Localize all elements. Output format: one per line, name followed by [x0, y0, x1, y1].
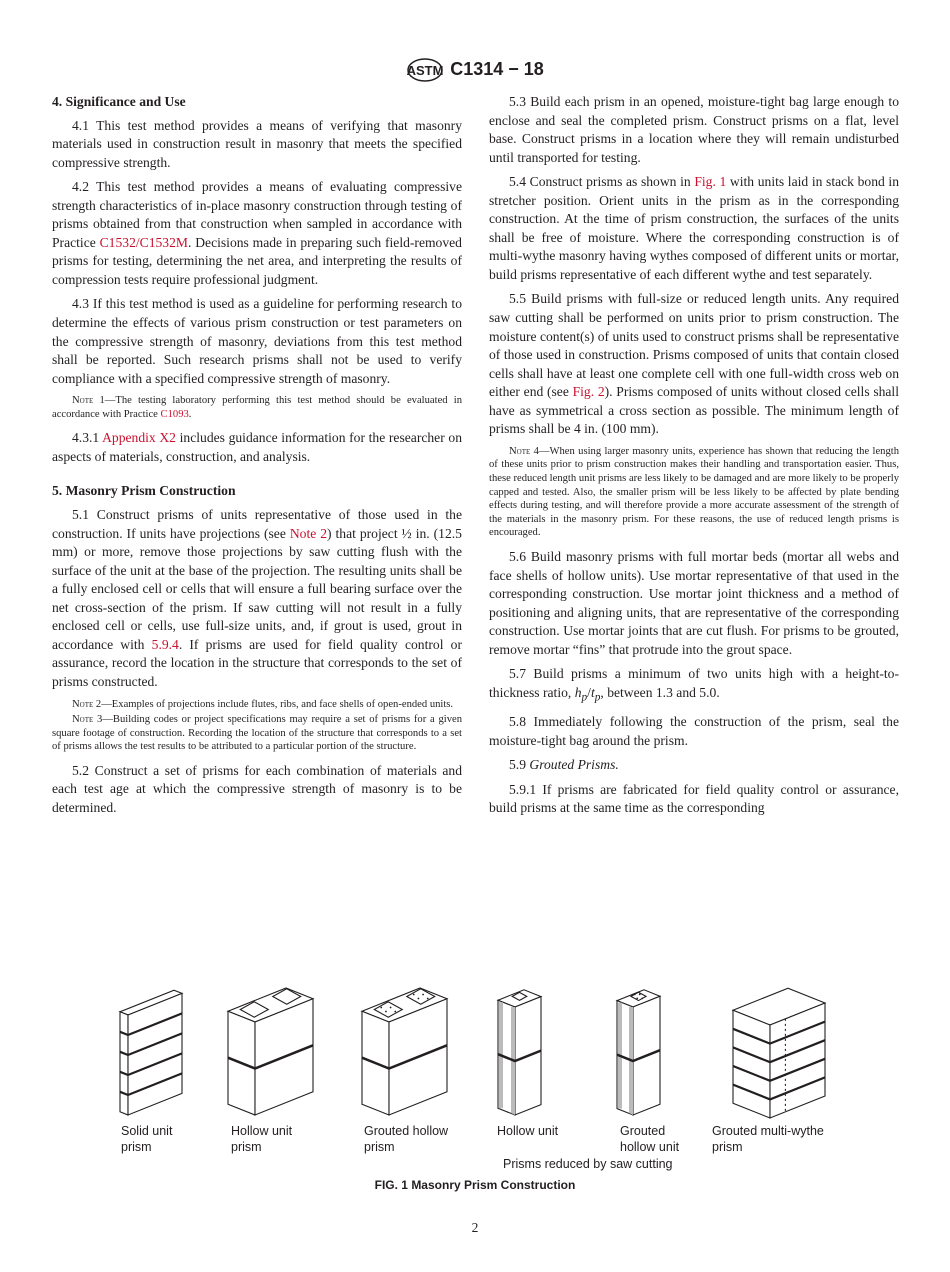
paragraph	[489, 713, 899, 750]
text-run: , between 1.3 and 5.0.	[600, 684, 720, 700]
text-run: .	[188, 408, 192, 420]
text-run: 5.1 Construct prisms of units representative of those used in the construction. If units have projections (see	[52, 507, 462, 541]
cross-reference-link[interactable]: Appendix X2	[102, 430, 176, 446]
text-run: 4—When using larger masonry units, experience has shown that reducing the length of these units prior to prism construction makes their handling and transportation easier. Thus, these reduced length unit prisms are less likely to be damaged and are more likely to be properly capped and tested. Also, the smaller prism will be less likely to be affected by plate bending effects during testing, and will therefore provide a more accurate assessment of the strength of the materials in the masonry prism. For these reasons, the use of reduced length prisms is encouraged.	[489, 445, 899, 539]
paragraph	[52, 762, 462, 818]
text-run: 1—The testing laboratory performing this test method should be evaluated in accordance with Practice	[52, 395, 462, 420]
text-run: 5.9	[509, 757, 530, 773]
paragraph	[489, 756, 899, 775]
note	[489, 445, 899, 540]
hollow-unit-reduced-prism-drawing	[498, 990, 541, 1115]
text-run: 4.2 This test method provides a means of evaluating compressive strength characteristics of in-place masonry construction through testing of prisms obtained from that construction when sampled in accordance with Practice	[52, 179, 462, 250]
text-run: ). Prisms composed of units without closed cells shall have as symmetrical a cross section as possible. The minimum length of prisms shall be 4 in. (100 mm).	[489, 384, 899, 437]
solid-unit-prism-drawing	[120, 990, 182, 1115]
text-run: 5.3 Build each prism in an opened, moisture-tight bag large enough to enclose and seal the completed prism. Construct prisms on a flat, level base. Construct prisms in a location where they will remain undisturbed until transported for testing.	[489, 94, 899, 165]
text-run: 4.3.1	[72, 430, 103, 446]
figure-1-drawings	[0, 950, 950, 1210]
note-label: Note	[72, 698, 94, 710]
text-run: /	[587, 684, 591, 700]
note-label: Note	[72, 714, 94, 726]
cross-reference-link[interactable]: 5.9.4	[151, 636, 179, 652]
right-column	[489, 93, 899, 824]
text-run: 5.2 Construct a set of prisms for each combination of materials and each test age at which the compressive strength of masonry is to be determined.	[52, 762, 462, 815]
text-run: h	[574, 684, 582, 700]
text-run: 5.8 Immediately following the construction of the prism, seal the moisture-tight bag around the prism.	[489, 714, 899, 748]
text-run: 5.4 Construct prisms as shown in	[509, 174, 695, 190]
paragraph	[52, 178, 462, 289]
text-run: 4.3 If this test method is used as a guideline for performing research to determine the effects of various prism construction or test parameters on the compressive strength of masonry, deviations from this test method shall be reported. Such research prisms shall not be used to verify compliance with a specified compressive strength of masonry.	[52, 296, 462, 386]
text-run: Grouted Prisms.	[529, 757, 619, 773]
section-heading: 4. Significance and Use	[52, 94, 186, 109]
page-number: 2	[471, 1220, 479, 1235]
text-run: 5.7 Build prisms a minimum of two units high with a height-to-thickness ratio,	[489, 666, 899, 700]
paragraph	[489, 665, 899, 707]
figure-label-grouted-hollow-prism: Grouted hollow prism	[364, 1124, 449, 1154]
text-run: 3—Building codes or project specifications may require a set of prisms for a given square footage of construction. Recording the location of the structure that corresponds to a set of prisms allows the test results to be attributed to a particular portion of the structure.	[52, 714, 462, 753]
page-header	[0, 57, 950, 83]
hollow-unit-prism-drawing	[228, 988, 313, 1115]
note	[52, 713, 462, 754]
paragraph	[489, 93, 899, 167]
text-run: 2—Examples of projections include flutes, ribs, and face shells of open-ended units.	[93, 698, 454, 710]
grouted-hollow-unit-reduced-prism-drawing	[617, 990, 660, 1115]
figure-label-hollow-unit: Hollow unit	[497, 1124, 559, 1138]
figure-label-grouted-hollow-unit: Grouted hollow unit	[620, 1124, 680, 1154]
text-run: p	[594, 691, 601, 704]
text-run: . If prisms are used for field quality control or assurance, record the location in the structure that corresponds to the set of prisms constructed.	[52, 636, 462, 689]
cross-reference-link[interactable]: C1532/C1532M	[99, 234, 188, 250]
cross-reference-link[interactable]: Fig. 1	[694, 174, 727, 190]
note-label: Note	[509, 445, 531, 457]
paragraph	[489, 290, 899, 438]
astm-logo-icon	[406, 57, 444, 83]
text-run: . Decisions made in preparing such field-removed prisms for testing, determining the net area, and interpreting the results of compression tests require professional judgment.	[52, 234, 462, 287]
grouted-multi-wythe-prism-drawing	[733, 988, 825, 1118]
text-run: includes guidance information for the researcher on aspects of materials, construction, and analysis.	[52, 430, 462, 464]
note-label: Note	[72, 395, 94, 407]
figure-label-solid-unit-prism: Solid unit prism	[121, 1124, 173, 1154]
figure-label-grouted-multi-wythe-prism: Grouted multi-wythe prism	[712, 1124, 824, 1154]
text-run: with units laid in stack bond in stretcher position. Orient units in the prism as in the corresponding construction. At the time of prism construction, the surfaces of the units shall be free of moisture. Where the corresponding construction is of multi-wythe masonry having wythes composed of different units or mortar, build prisms representative of each different wythe and test separately.	[489, 174, 899, 282]
text-run: 5.6 Build masonry prisms with full mortar beds (mortar all webs and face shells of hollow units). Use mortar representative of that used in the corresponding construction. Use mortar joint thickness and a method of positioning and aligning units, that are representative of the corresponding construction. Use mortar joints that are cut flush. For prisms to be grouted, remove mortar “fins” that protrude into the grout space.	[489, 549, 899, 657]
svg-text:ASTM: ASTM	[406, 63, 444, 78]
paragraph	[489, 781, 899, 818]
text-run: t	[590, 684, 595, 700]
figure-group-label: Prisms reduced by saw cutting	[503, 1157, 673, 1171]
note	[52, 394, 462, 421]
paragraph	[489, 548, 899, 659]
cross-reference-link[interactable]: Note 2	[289, 525, 328, 541]
text-run: 4.1 This test method provides a means of verifying that masonry materials used in construction result in masonry that meets the specified compressive strength.	[52, 117, 462, 170]
left-column	[52, 93, 462, 824]
paragraph	[52, 506, 462, 691]
text-run: ) that project ½ in. (12.5 mm) or more, remove those projections by saw cutting flush with the surface of the unit at the base of the projection. The resulting units shall be a fully enclosed cell or cells that will ensure a full bearing surface over the net cross-section of the prism. If saw cutting will not result in a fully enclosed cell or cells, use full-size units, and, if grout is used, grout in accordance with	[52, 525, 462, 652]
figure-caption: FIG. 1 Masonry Prism Construction	[374, 1178, 576, 1192]
cross-reference-link[interactable]: C1093	[160, 408, 189, 420]
paragraph	[52, 295, 462, 388]
figure-label-hollow-unit-prism: Hollow unit prism	[231, 1124, 293, 1154]
standard-designation: C1314 − 18	[450, 58, 544, 79]
note	[52, 698, 462, 712]
paragraph	[52, 429, 462, 466]
text-run: p	[581, 691, 588, 704]
section-heading: 5. Masonry Prism Construction	[52, 483, 236, 499]
text-run: 5.9.1 If prisms are fabricated for field quality control or assurance, build prisms at the same time as the corresponding	[489, 781, 899, 816]
cross-reference-link[interactable]: Fig. 2	[572, 384, 605, 400]
paragraph	[52, 117, 462, 173]
text-run: 5.5 Build prisms with full-size or reduced length units. Any required saw cutting shall be performed on units prior to prism construction. The moisture content(s) of units used to construct prisms shall be representative of those used in construction. Prisms composed of units that contain closed cells shall have at least one complete cell with one full-width cross web on either end (see	[489, 291, 899, 400]
grouted-hollow-prism-drawing	[362, 988, 447, 1115]
paragraph	[489, 173, 899, 284]
